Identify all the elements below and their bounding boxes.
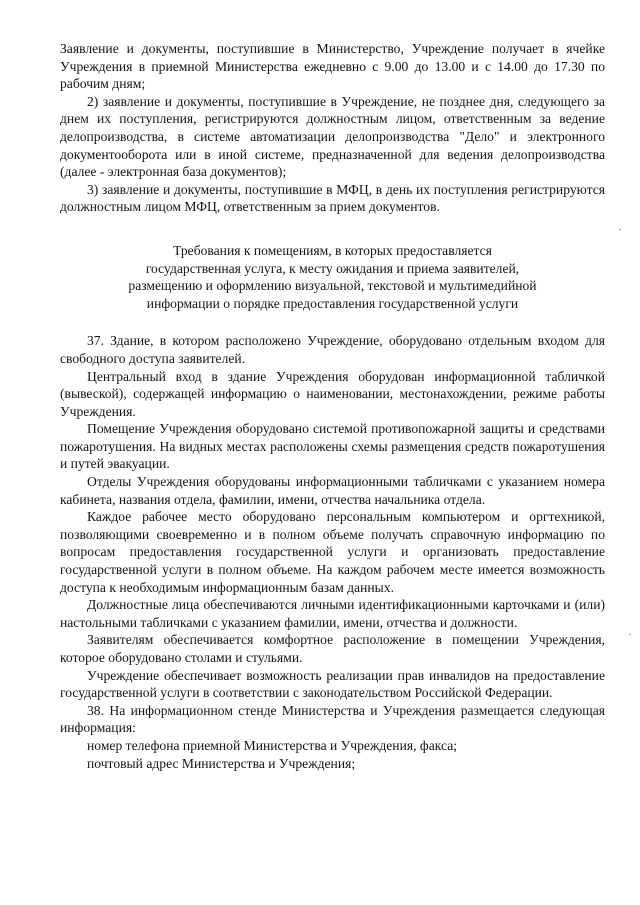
section-heading (60, 242, 605, 312)
paragraph-entrance-sign: Центральный вход в здание Учреждения оборудован информационной табличкой (вывеской), содержащей информацию о наименовании, местонахождении, режиме работы Учреждения. (60, 368, 605, 419)
heading-line-3: размещению и оформлению визуальной, текстовой и мультимедийной (128, 278, 537, 294)
scan-speck: · (628, 629, 632, 641)
heading-line-1: Требования к помещениям, в которых предоставляется (173, 242, 492, 258)
paragraph-intake-ministry: Заявление и документы, поступившие в Министерство, Учреждение получает в ячейке Учреждения в приемной Министерства ежедневно с 9.00 до 13.00 и с 14.00 до 17.30 по рабочим дням; (60, 41, 605, 92)
paragraph-38-stand: 38. На информационном стенде Министерства и Учреждения размещается следующая информация: (60, 702, 605, 736)
scan-speck: · (618, 224, 622, 236)
heading-line-2: государственная услуга, к месту ожидания и приема заявителей, (145, 260, 520, 276)
heading-line-4: информации о порядке предоставления государственной услуги (146, 295, 519, 311)
paragraph-37-building: 37. Здание, в котором расположено Учреждение, оборудовано отдельным входом для свободного доступа заявителей. (60, 333, 605, 366)
paragraph-department-signs: Отделы Учреждения оборудованы информационными табличками с указанием номера кабинета, названия отдела, фамилии, имени, отчества начальника отдела. (60, 474, 605, 507)
paragraph-phone: номер телефона приемной Министерства и Учреждения, факса; (87, 737, 458, 753)
paragraph-disabled-rights: Учреждение обеспечивает возможность реализации прав инвалидов на предоставление государственной услуги в соответствии с законодательством Российской Федерации. (60, 667, 605, 701)
paragraph-comfort: Заявителям обеспечивается комфортное расположение в помещении Учреждения, которое оборудовано столами и стульями. (60, 632, 605, 665)
paragraph-item-3: 3) заявление и документы, поступившие в МФЦ, в день их поступления регистрируются должностным лицом МФЦ, ответственным за прием документов. (60, 181, 605, 215)
document-body (60, 40, 605, 772)
paragraph-postal: почтовый адрес Министерства и Учреждения; (87, 755, 356, 771)
paragraph-workplace: Каждое рабочее место оборудовано персональным компьютером и оргтехникой, позволяющими своевременно и в полном объеме получать справочную информацию по вопросам предоставления государственной услуги и организовать предоставление государственной услуги в полном объеме. На каждом рабочем месте имеется возможность доступа к необходимым информационным базам данных. (60, 509, 605, 595)
paragraph-fire-safety: Помещение Учреждения оборудовано системой противопожарной защиты и средствами пожаротушения. На видных местах расположены схемы размещения средств пожаротушения и путей эвакуации. (60, 421, 605, 472)
paragraph-id-cards: Должностные лица обеспечиваются личными идентификационными карточками и (или) настольными табличками с указанием фамилии, имени, отчества и должности. (60, 597, 605, 630)
paragraph-item-2: 2) заявление и документы, поступившие в Учреждение, не позднее дня, следующего за днем их поступления, регистрируются должностным лицом, ответственным за ведение делопроизводства, в системе автоматизации делопроизводства "Дело" и электронного документооборота или в иной системе, предназначенной для ведения делопроизводства (далее - электронная база документов); (60, 93, 605, 180)
